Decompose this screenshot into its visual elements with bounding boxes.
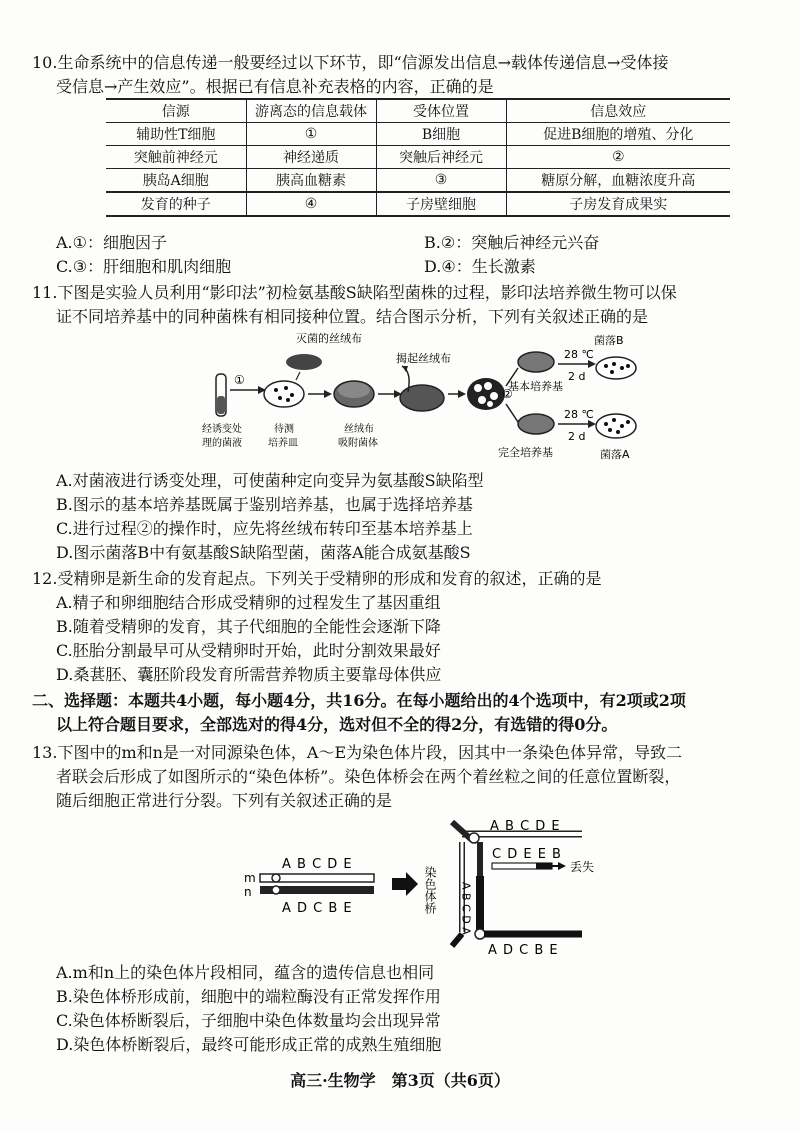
page-footer: 高三·生物学 第3页（共6页） — [290, 1071, 510, 1090]
table-row — [106, 146, 730, 169]
velvet-cloth-icon — [286, 354, 322, 370]
velvet-dish-icon — [334, 381, 374, 407]
table-header-cell: 游离态的信息载体 — [246, 99, 376, 123]
q10-stem-line1: 10.生命系统中的信息传递一般要经过以下环节，即“信源发出信息→载体传递信息→受体接 — [32, 53, 669, 72]
step2-label: ② — [502, 387, 513, 401]
n-label: n — [244, 885, 252, 899]
colony-a-plate-icon — [596, 414, 636, 438]
q13-option-c: C.染色体桥断裂后，子细胞中染色体数量均会出现异常 — [56, 1011, 441, 1030]
colony-b-label: 菌落B — [594, 334, 624, 347]
temp2-label: 28 ℃ — [564, 408, 594, 421]
table-cell: ③ — [376, 169, 506, 193]
colony-plate-icon — [467, 378, 505, 410]
days1-label: 2 d — [568, 370, 586, 383]
arrow-icon — [308, 390, 332, 398]
step1-label: ① — [234, 373, 245, 387]
table-cell: 糖原分解，血糖浓度升高 — [506, 169, 730, 193]
q10-option-b: B.②：突触后神经元兴奋 — [424, 233, 600, 252]
dish-caption-2: 培养皿 — [268, 438, 298, 449]
section2-line2: 以上符合题目要求，全部选对的得4分，选对但不全的得2分，有选错的得0分。 — [56, 715, 618, 734]
q10-option-c: C.③：肝细胞和肌肉细胞 — [56, 257, 232, 276]
tube-caption-2: 理的菌液 — [202, 438, 242, 449]
arrow-icon — [378, 390, 402, 398]
top-sequence-label: A B C D E — [282, 857, 353, 872]
complete-medium-label: 完全培养基 — [498, 446, 553, 459]
lost-label: 丢失 — [570, 860, 595, 874]
lift-velvet-icon — [400, 366, 444, 411]
table-header-cell: 信息效应 — [506, 99, 730, 123]
table-cell: 子房发育成果实 — [506, 192, 730, 216]
q12-option-d: D.桑葚胚、囊胚阶段发育所需营养物质主要靠母体供应 — [56, 665, 442, 684]
q13-stem-line2: 者联会后形成了如图所示的“染色体桥”。染色体桥会在两个着丝粒之间的任意位置断裂， — [56, 767, 681, 786]
q13-stem-line3: 随后细胞正常进行分裂。下列有关叙述正确的是 — [56, 791, 393, 810]
table-row — [106, 123, 730, 146]
q12-option-b: B.随着受精卵的发育，其子代细胞的全能性会逐渐下降 — [56, 617, 441, 636]
table-cell: 促进B细胞的增殖、分化 — [506, 123, 730, 146]
q11-stem-line1: 11.下图是实验人员利用“影印法”初检氨基酸S缺陷型菌株的过程，影印法培养微生物可以保 — [32, 283, 677, 302]
velvet-label: 灭菌的丝绒布 — [296, 332, 362, 345]
q10-info-table — [106, 98, 730, 217]
dish-caption-1: 待测 — [274, 424, 294, 435]
velvet-caption-2: 吸附菌体 — [338, 438, 378, 449]
q13-option-d: D.染色体桥断裂后，最终可能形成正常的成熟生殖细胞 — [56, 1035, 442, 1054]
right-bottom-sequence-label: A D C B E — [488, 943, 559, 958]
m-label: m — [244, 871, 256, 885]
chromosome-m-icon — [260, 874, 374, 882]
q10-option-a: A.①：细胞因子 — [56, 233, 167, 252]
right-top-sequence-label: A B C D E — [490, 819, 561, 834]
bridge-label: 染色体桥 — [423, 866, 437, 914]
table-cell: ② — [506, 146, 730, 169]
colony-b-plate-icon — [596, 357, 636, 379]
bridge-sequence-label: A B C D A — [459, 882, 473, 935]
temp1-label: 28 ℃ — [564, 348, 594, 361]
basic-medium-label: 基本培养基 — [508, 380, 563, 393]
table-cell: 突触前神经元 — [106, 146, 246, 169]
bottom-sequence-label: A D C B E — [282, 901, 353, 916]
velvet-caption-1: 丝绒布 — [344, 424, 374, 435]
chromosome-n-icon — [260, 886, 374, 894]
table-cell: ① — [246, 123, 376, 146]
q13-option-a: A.m和n上的染色体片段相同，蕴含的遗传信息也相同 — [56, 963, 435, 982]
fragment-sequence-label: C D E E B — [492, 847, 562, 862]
basic-medium-plate-icon — [518, 352, 554, 372]
table-cell: 发育的种子 — [106, 192, 246, 216]
test-dish-icon — [264, 381, 304, 407]
table-cell: ④ — [246, 192, 376, 216]
table-header-cell: 信源 — [106, 99, 246, 123]
q11-option-b: B.图示的基本培养基既属于鉴别培养基，也属于选择培养基 — [56, 495, 473, 514]
colony-a-label: 菌落A — [600, 448, 630, 461]
q11-option-c: C.进行过程②的操作时，应先将丝绒布转印至基本培养基上 — [56, 519, 473, 538]
q11-stem-line2: 证不同培养基中的同种菌株有相同接种位置。结合图示分析，下列有关叙述正确的是 — [56, 307, 649, 326]
table-row — [106, 169, 730, 193]
lift-velvet-label: 揭起丝绒布 — [396, 352, 451, 365]
test-tube-icon — [216, 374, 226, 416]
q10-option-d: D.④：生长激素 — [424, 257, 536, 276]
chromosome-bridge-figure — [236, 816, 596, 960]
q11-option-a: A.对菌液进行诱变处理，可使菌种定向变异为氨基酸S缺陷型 — [56, 471, 484, 490]
arrow-icon — [230, 386, 266, 394]
q12-option-c: C.胚胎分割最早可从受精卵时开始，此时分割效果最好 — [56, 641, 441, 660]
section2-line1: 二、选择题：本题共4小题，每小题4分，共16分。在每小题给出的4个选项中，有2项或2项 — [32, 691, 686, 710]
table-cell: B细胞 — [376, 123, 506, 146]
days2-label: 2 d — [568, 430, 586, 443]
tube-caption-1: 经诱变处 — [202, 424, 242, 435]
fragment-icon — [492, 862, 566, 870]
q12-option-a: A.精子和卵细胞结合形成受精卵的过程发生了基因重组 — [56, 593, 441, 612]
q10-stem-line2: 受信息→产生效应”。根据已有信息补充表格的内容，正确的是 — [56, 77, 494, 96]
q12-stem: 12.受精卵是新生命的发育起点。下列关于受精卵的形成和发育的叙述，正确的是 — [32, 569, 602, 588]
arrow-icon — [448, 390, 466, 398]
right-arrow-icon — [392, 872, 418, 896]
q13-option-b: B.染色体桥形成前，细胞中的端粒酶没有正常发挥作用 — [56, 987, 441, 1006]
table-cell: 胰岛A细胞 — [106, 169, 246, 193]
q13-stem-line1: 13.下图中的m和n是一对同源染色体，A～E为染色体片段，因其中一条染色体异常，导致二 — [32, 743, 683, 762]
down-arrow-icon — [296, 372, 300, 380]
q11-option-d: D.图示菌落B中有氨基酸S缺陷型菌，菌落A能合成氨基酸S — [56, 543, 471, 562]
table-cell: 子房壁细胞 — [376, 192, 506, 216]
replica-plating-figure — [196, 328, 656, 464]
table-cell: 神经递质 — [246, 146, 376, 169]
table-header-cell: 受体位置 — [376, 99, 506, 123]
table-cell: 突触后神经元 — [376, 146, 506, 169]
table-cell: 辅助性T细胞 — [106, 123, 246, 146]
table-cell: 胰高血糖素 — [246, 169, 376, 193]
table-row — [106, 192, 730, 216]
complete-medium-plate-icon — [518, 414, 554, 434]
table-header-row — [106, 99, 730, 123]
